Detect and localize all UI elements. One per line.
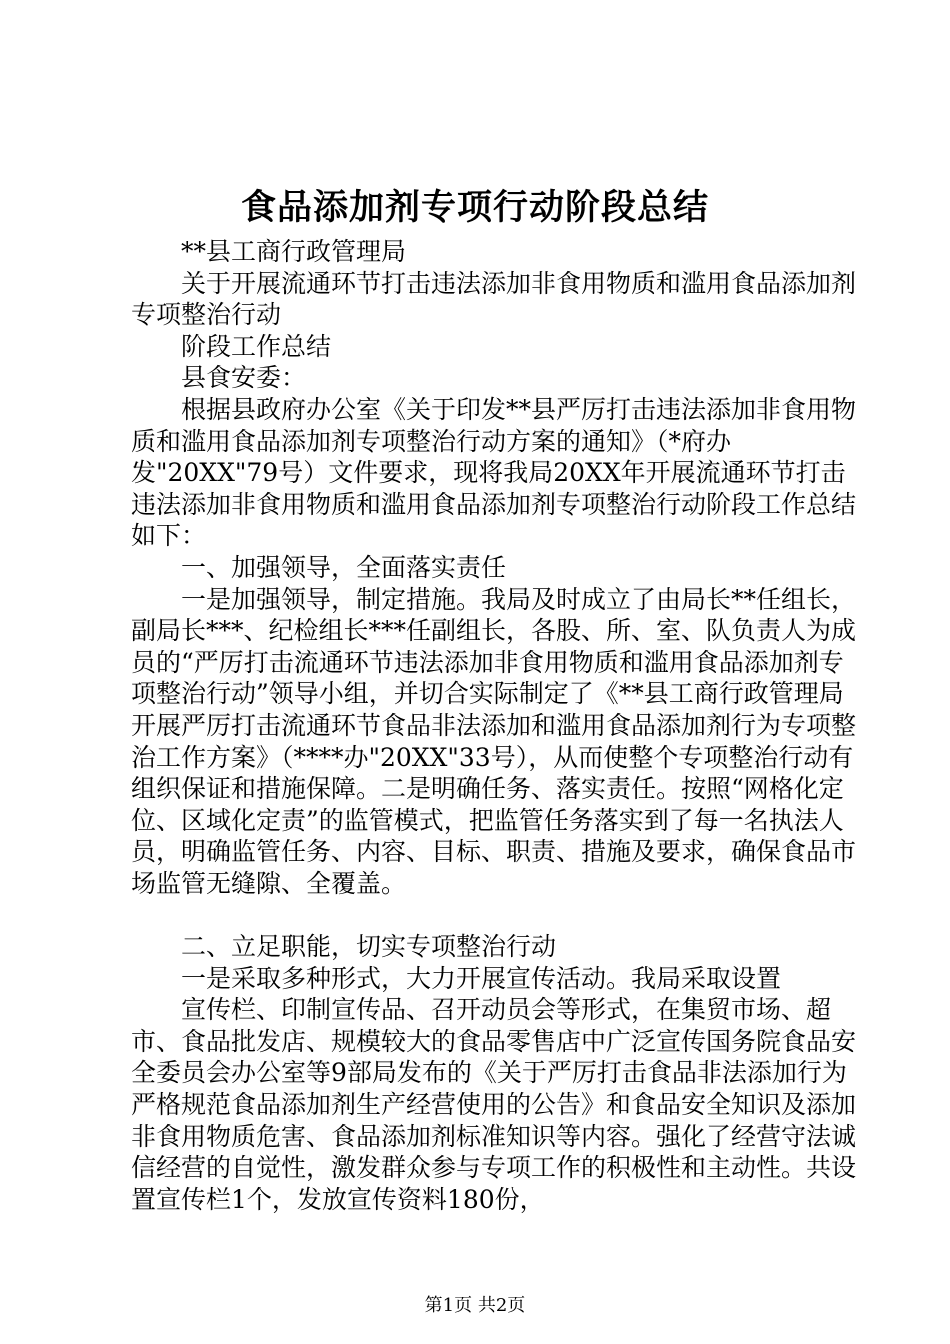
page-number: 第1页 共2页 xyxy=(424,1295,526,1316)
section-heading-1: 一、加强领导，全面落实责任 xyxy=(181,552,507,582)
section-heading-2: 二、立足职能，切实专项整治行动 xyxy=(181,932,557,962)
paragraph-section-2: 宣传栏、印制宣传品、召开动员会等形式，在集贸市场、超市、食品批发店、规模较大的食品零售店中广泛宣传国务院食品安全委员会办公室等9部局发布的《关于严厉打击食品非法添加行为严格规范食品添加剂生产经营使用的公告》和食品安全知识及添加非食用物质危害、食品添加剂标准知识等内容。强化了经营守法诚信经营的自觉性，激发群众参与专项工作的积极性和主动性。共设置宣传栏1个，发放宣传资料180份， xyxy=(131,995,857,1214)
document-title: 食品添加剂专项行动阶段总结 xyxy=(240,187,709,228)
paragraph-section-1: 一是加强领导，制定措施。我局及时成立了由局长**任组长，副局长***、纪检组长***任副组长，各股、所、室、队负责人为成员的“严厉打击流通环节违法添加非食用物质和滥用食品添加剂专项整治行动”领导小组，并切合实际制定了《**县工商行政管理局开展严厉打击流通环节食品非法添加和滥用食品添加剂行为专项整治工作方案》（****办"20XX"33号），从而使整个专项整治行动有组织保证和措施保障。二是明确任务、落实责任。按照“网格化定位、区域化定责”的监管模式，把监管任务落实到了每一名执法人员，明确监管任务、内容、目标、职责、措施及要求，确保食品市场监管无缝隙、全覆盖。 xyxy=(131,584,857,898)
paragraph-subtitle: 阶段工作总结 xyxy=(181,331,332,361)
paragraph-addressee: 县食安委： xyxy=(181,363,307,393)
paragraph-issuer: **县工商行政管理局 xyxy=(181,237,407,266)
document-body xyxy=(131,236,856,1215)
paragraph-section-2-lead: 一是采取多种形式，大力开展宣传活动。我局采取设置 xyxy=(181,963,782,993)
paragraph-intro: 根据县政府办公室《关于印发**县严厉打击违法添加非食用物质和滥用食品添加剂专项整治行动方案的通知》（*府办发"20XX"79号）文件要求，现将我局20XX年开展流通环节打击违法添加非食用物质和滥用食品添加剂专项整治行动阶段工作总结如下： xyxy=(131,394,857,551)
paragraph-subject: 关于开展流通环节打击违法添加非食用物质和滥用食品添加剂专项整治行动 xyxy=(131,268,857,330)
paragraph-spacer xyxy=(131,899,856,931)
